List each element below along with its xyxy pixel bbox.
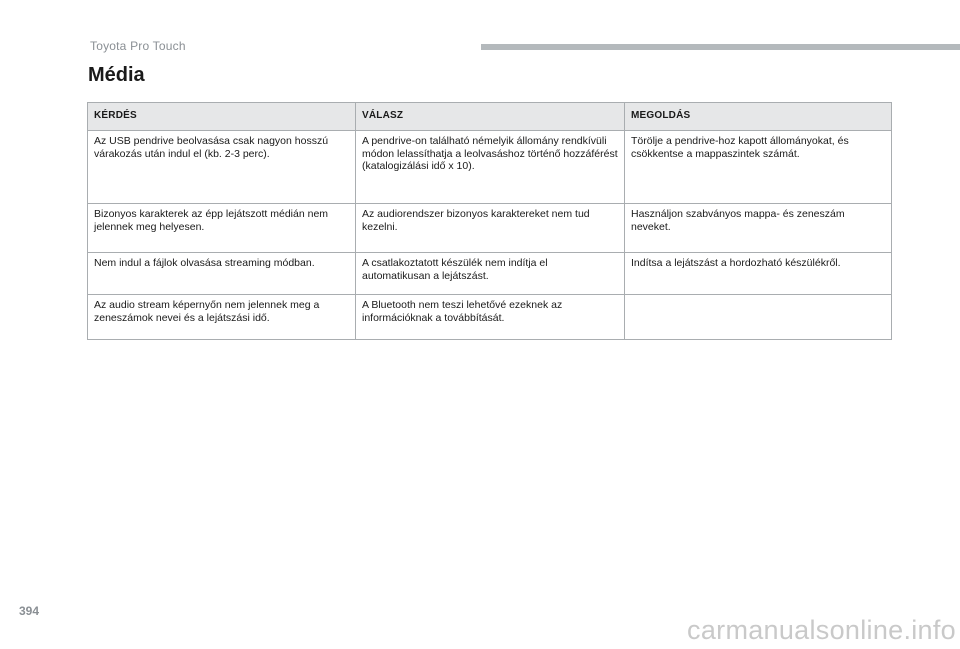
table-cell-solution: Törölje a pendrive-hoz kapott állományokat, és csökkentse a mappaszintek számát. [625, 131, 892, 204]
table-cell-answer: A pendrive-on található némelyik állomány rendkívüli módon lelassíthatja a leolvasáshoz történő hozzáférést (katalogizálási idő x 10). [356, 131, 625, 204]
column-header-question: KÉRDÉS [88, 103, 356, 131]
table-cell-question: Bizonyos karakterek az épp lejátszott médián nem jelennek meg helyesen. [88, 204, 356, 253]
table-cell-answer: A Bluetooth nem teszi lehetővé ezeknek az információknak a továbbítását. [356, 295, 625, 340]
table-cell-answer: A csatlakoztatott készülék nem indítja el automatikusan a lejátszást. [356, 253, 625, 295]
table-cell-question: Nem indul a fájlok olvasása streaming módban. [88, 253, 356, 295]
section-title: Média [88, 64, 145, 86]
table-cell-question: Az audio stream képernyőn nem jelennek meg a zeneszámok nevei és a lejátszási idő. [88, 295, 356, 340]
table-cell-solution: Használjon szabványos mappa- és zeneszám neveket. [625, 204, 892, 253]
table-cell-solution [625, 295, 892, 340]
column-header-solution: MEGOLDÁS [625, 103, 892, 131]
table-row [88, 204, 892, 253]
table-cell-solution: Indítsa a lejátszást a hordozható készülékről. [625, 253, 892, 295]
table-row [88, 253, 892, 295]
header-bar [481, 44, 960, 50]
table-row [88, 131, 892, 204]
page-number: 394 [19, 604, 40, 618]
table-header-row [88, 103, 892, 131]
column-header-answer: VÁLASZ [356, 103, 625, 131]
table-cell-question: Az USB pendrive beolvasása csak nagyon hosszú várakozás után indul el (kb. 2-3 perc). [88, 131, 356, 204]
table-row [88, 295, 892, 340]
faq-table [87, 102, 892, 340]
watermark: carmanualsonline.info [687, 615, 956, 645]
header-title: Toyota Pro Touch [90, 39, 186, 53]
table-cell-answer: Az audiorendszer bizonyos karaktereket nem tud kezelni. [356, 204, 625, 253]
